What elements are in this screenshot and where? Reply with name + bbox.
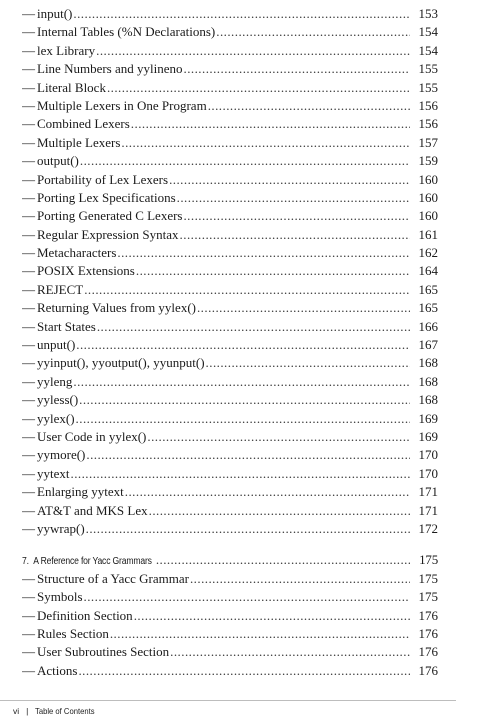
dot-leader [96, 42, 410, 60]
toc-entry[interactable] [22, 373, 438, 391]
entry-page-number: 156 [418, 97, 438, 113]
toc-entry[interactable] [22, 299, 438, 317]
entry-dash: — [22, 300, 35, 316]
chapter-name: A Reference for Yacc Grammars [33, 556, 152, 568]
toc-entry[interactable] [22, 570, 438, 588]
entry-title: User Subroutines Section [37, 644, 170, 660]
entry-dash: — [22, 662, 35, 678]
entry-page-number: 176 [418, 662, 438, 678]
toc-entry[interactable] [22, 391, 438, 409]
entry-dash: — [22, 79, 35, 95]
entry-dash: — [22, 410, 35, 426]
footer-rule [0, 700, 456, 701]
entry-title: Definition Section [37, 607, 133, 623]
entry-dash: — [22, 337, 35, 353]
dot-leader [156, 551, 410, 569]
entry-title: unput() [37, 337, 76, 353]
dot-leader [183, 207, 410, 225]
toc-entry[interactable] [22, 502, 438, 520]
dot-leader [84, 281, 410, 299]
entry-dash: — [22, 447, 35, 463]
dot-leader [71, 465, 411, 483]
entry-page-number: 160 [418, 208, 438, 224]
entry-dash: — [22, 465, 35, 481]
entry-title: Multiple Lexers in One Program [37, 97, 207, 113]
entry-page-number: 171 [418, 502, 438, 518]
entry-page-number: 165 [418, 300, 438, 316]
dot-leader [131, 115, 410, 133]
entry-page-number: 171 [418, 484, 438, 500]
dot-leader [197, 299, 410, 317]
entry-dash: — [22, 281, 35, 297]
entry-page-number: 160 [418, 171, 438, 187]
dot-leader [110, 625, 410, 643]
table-of-contents [22, 5, 438, 680]
entry-title: Metacharacters [37, 245, 117, 261]
chapter-number: 7. [22, 556, 29, 568]
entry-title: output() [37, 153, 79, 169]
toc-entry[interactable] [22, 152, 438, 170]
entry-page-number: 170 [418, 465, 438, 481]
toc-entry[interactable] [22, 354, 438, 372]
dot-leader [180, 226, 410, 244]
dot-leader [208, 97, 410, 115]
entry-page-number: 170 [418, 447, 438, 463]
toc-entry-list [22, 5, 438, 538]
toc-entry[interactable] [22, 23, 438, 41]
toc-entry[interactable] [22, 134, 438, 152]
toc-entry[interactable] [22, 207, 438, 225]
dot-leader [136, 262, 410, 280]
entry-dash: — [22, 153, 35, 169]
dot-leader [184, 60, 411, 78]
entry-dash: — [22, 116, 35, 132]
dot-leader [107, 79, 410, 97]
entry-dash: — [22, 484, 35, 500]
entry-page-number: 169 [418, 428, 438, 444]
entry-title: Literal Block [37, 79, 106, 95]
entry-title: Regular Expression Syntax [37, 226, 179, 242]
entry-page-number: 155 [418, 61, 438, 77]
dot-leader [97, 318, 410, 336]
entry-title: yytext [37, 465, 70, 481]
toc-entry[interactable] [22, 607, 438, 625]
dot-leader [170, 643, 410, 661]
entry-title: Symbols [37, 589, 83, 605]
dot-leader [206, 354, 410, 372]
entry-page-number: 168 [418, 392, 438, 408]
toc-entry[interactable] [22, 226, 438, 244]
dot-leader [121, 134, 410, 152]
entry-page-number: 168 [418, 373, 438, 389]
entry-dash: — [22, 226, 35, 242]
dot-leader [78, 662, 410, 680]
entry-dash: — [22, 570, 35, 586]
entry-page-number: 162 [418, 245, 438, 261]
entry-dash: — [22, 428, 35, 444]
chapter-page-number: 175 [419, 552, 438, 568]
entry-page-number: 153 [418, 6, 438, 21]
entry-page-number: 156 [418, 116, 438, 132]
dot-leader [80, 152, 410, 170]
toc-entry[interactable] [22, 446, 438, 464]
toc-entry[interactable] [22, 97, 438, 115]
toc-entry[interactable] [22, 79, 438, 97]
entry-page-number: 160 [418, 189, 438, 205]
toc-entry[interactable] [22, 189, 438, 207]
entry-title: AT&T and MKS Lex [37, 502, 148, 518]
dot-leader [117, 244, 410, 262]
toc-entry[interactable] [22, 281, 438, 299]
entry-page-number: 166 [418, 318, 438, 334]
page-footer [13, 706, 102, 716]
dot-leader [73, 373, 410, 391]
toc-entry[interactable] [22, 643, 438, 661]
entry-page-number: 176 [418, 625, 438, 641]
entry-title: Enlarging yytext [37, 484, 124, 500]
toc-entry[interactable] [22, 520, 438, 538]
entry-page-number: 165 [418, 281, 438, 297]
entry-dash: — [22, 589, 35, 605]
entry-title: Combined Lexers [37, 116, 130, 132]
entry-title: REJECT [37, 281, 84, 297]
entry-dash: — [22, 318, 35, 334]
entry-page-number: 167 [418, 337, 438, 353]
entry-title: yyinput(), yyoutput(), yyunput() [37, 355, 205, 371]
entry-title: yymore() [37, 447, 86, 463]
entry-page-number: 155 [418, 79, 438, 95]
entry-dash: — [22, 61, 35, 77]
dot-leader [177, 189, 410, 207]
entry-dash: — [22, 97, 35, 113]
entry-dash: — [22, 625, 35, 641]
entry-page-number: 169 [418, 410, 438, 426]
entry-title: Start States [37, 318, 96, 334]
entry-title: Internal Tables (%N Declarations) [37, 24, 216, 40]
dot-leader [86, 520, 410, 538]
entry-page-number: 172 [418, 520, 438, 536]
entry-title: input() [37, 6, 73, 21]
footer-section-title: Table of Contents [35, 706, 95, 716]
toc-entry[interactable] [22, 318, 438, 336]
dot-leader [76, 410, 410, 428]
entry-page-number: 164 [418, 263, 438, 279]
toc-entry[interactable] [22, 115, 438, 133]
chapter-title [22, 553, 152, 569]
entry-dash: — [22, 24, 35, 40]
toc-entry[interactable] [22, 588, 438, 606]
entry-title: yyless() [37, 392, 79, 408]
entry-title: Returning Values from yylex() [37, 300, 196, 316]
footer-page-number: vi [13, 706, 20, 716]
entry-page-number: 157 [418, 134, 438, 150]
entry-page-number: 159 [418, 153, 438, 169]
toc-entry[interactable] [22, 428, 438, 446]
entry-dash: — [22, 373, 35, 389]
entry-title: Actions [37, 662, 78, 678]
entry-title: Line Numbers and yylineno [37, 61, 183, 77]
entry-page-number: 176 [418, 607, 438, 623]
toc-entry[interactable] [22, 410, 438, 428]
entry-dash: — [22, 189, 35, 205]
toc-chapter-heading[interactable] [22, 551, 438, 569]
entry-title: User Code in yylex() [37, 428, 147, 444]
toc-entry[interactable] [22, 336, 438, 354]
entry-title: Porting Lex Specifications [37, 189, 176, 205]
entry-dash: — [22, 263, 35, 279]
entry-page-number: 161 [418, 226, 438, 242]
entry-title: Multiple Lexers [37, 134, 121, 150]
dot-leader [169, 171, 410, 189]
toc-entry[interactable] [22, 662, 438, 680]
entry-title: lex Library [37, 42, 96, 58]
toc-chapter-entry-list [22, 570, 438, 680]
dot-leader [79, 391, 410, 409]
entry-page-number: 175 [418, 570, 438, 586]
entry-dash: — [22, 607, 35, 623]
toc-entry[interactable] [22, 465, 438, 483]
entry-title: Porting Generated C Lexers [37, 208, 183, 224]
entry-dash: — [22, 6, 35, 21]
footer-separator: | [26, 706, 29, 716]
dot-leader [125, 483, 410, 501]
entry-title: Rules Section [37, 625, 109, 641]
toc-entry[interactable] [22, 244, 438, 262]
entry-page-number: 168 [418, 355, 438, 371]
entry-dash: — [22, 392, 35, 408]
toc-entry[interactable] [22, 42, 438, 60]
toc-entry[interactable] [22, 171, 438, 189]
entry-dash: — [22, 42, 35, 58]
toc-entry[interactable] [22, 262, 438, 280]
entry-dash: — [22, 208, 35, 224]
entry-dash: — [22, 355, 35, 371]
entry-dash: — [22, 134, 35, 150]
entry-page-number: 154 [418, 42, 438, 58]
entry-title: Structure of a Yacc Grammar [37, 570, 189, 586]
toc-entry[interactable] [22, 483, 438, 501]
entry-dash: — [22, 171, 35, 187]
entry-title: POSIX Extensions [37, 263, 135, 279]
entry-title: Portability of Lex Lexers [37, 171, 169, 187]
entry-title: yyleng [37, 373, 73, 389]
dot-leader [134, 607, 410, 625]
dot-leader [149, 502, 410, 520]
dot-leader [86, 446, 410, 464]
dot-leader [76, 336, 410, 354]
toc-entry[interactable] [22, 60, 438, 78]
entry-page-number: 154 [418, 24, 438, 40]
entry-dash: — [22, 644, 35, 660]
entry-page-number: 176 [418, 644, 438, 660]
entry-title: yywrap() [37, 520, 85, 536]
toc-entry[interactable] [22, 625, 438, 643]
entry-dash: — [22, 520, 35, 536]
entry-page-number: 175 [418, 589, 438, 605]
dot-leader [190, 570, 410, 588]
entry-dash: — [22, 502, 35, 518]
dot-leader [216, 23, 410, 41]
entry-dash: — [22, 245, 35, 261]
dot-leader [84, 588, 410, 606]
entry-title: yylex() [37, 410, 75, 426]
toc-entry[interactable] [22, 5, 438, 23]
dot-leader [147, 428, 410, 446]
dot-leader [73, 5, 410, 23]
